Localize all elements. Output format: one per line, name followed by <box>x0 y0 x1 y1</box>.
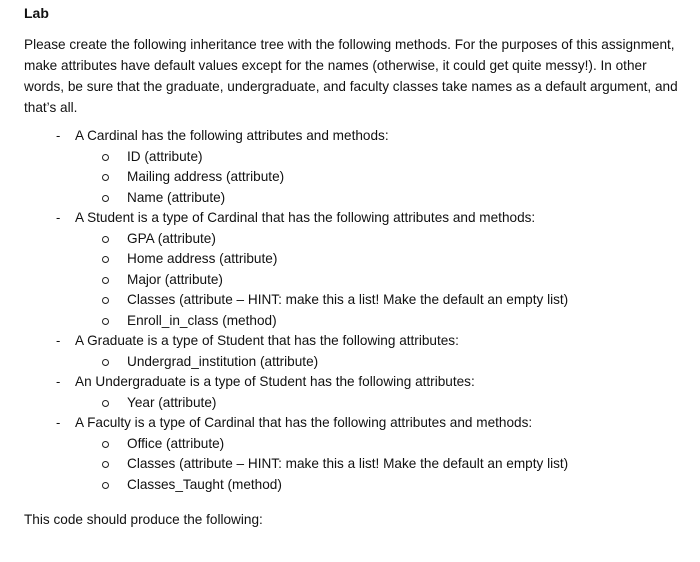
circle-bullet-icon <box>102 318 109 325</box>
sub-list-item <box>24 352 688 373</box>
sub-list-item-text: Classes (attribute – HINT: make this a list! Make the default an empty list) <box>127 292 569 307</box>
dash-bullet-icon: - <box>56 333 61 348</box>
list-item <box>24 126 688 208</box>
sub-list-item-text: ID (attribute) <box>127 148 203 164</box>
list-item-row <box>24 208 688 229</box>
dash-bullet-icon: - <box>56 415 61 430</box>
list-item-text: A Faculty is a type of Cardinal that has the following attributes and methods: <box>75 415 533 430</box>
circle-bullet-icon <box>102 359 109 366</box>
sub-list-item-text: Undergrad_institution (attribute) <box>127 353 319 369</box>
sub-list <box>24 393 688 414</box>
closing-paragraph: This code should produce the following: <box>24 512 263 527</box>
circle-bullet-icon <box>102 256 109 263</box>
circle-bullet-icon <box>102 482 109 489</box>
sub-list <box>24 147 688 209</box>
sub-list-item-text: Enroll_in_class (method) <box>127 312 277 328</box>
list-item-row <box>24 331 688 352</box>
sub-list-item <box>24 393 688 414</box>
sub-list-item-text: Classes_Taught (method) <box>127 476 282 492</box>
sub-list-item-text: Mailing address (attribute) <box>127 169 285 184</box>
list-item <box>24 331 688 372</box>
circle-bullet-icon <box>102 400 109 407</box>
sub-list-item <box>24 290 688 311</box>
list-item-text: A Student is a type of Cardinal that has the following attributes and methods: <box>75 210 536 225</box>
sub-list-item-text: GPA (attribute) <box>127 230 216 246</box>
sub-list-item <box>24 434 688 455</box>
circle-bullet-icon <box>102 277 109 284</box>
dash-bullet-icon: - <box>56 210 61 225</box>
sub-list <box>24 434 688 496</box>
sub-list <box>24 352 688 373</box>
list-item-text: A Graduate is a type of Student that has the following attributes: <box>75 333 459 348</box>
sub-list-item-text: Classes (attribute – HINT: make this a list! Make the default an empty list) <box>127 456 569 471</box>
list-item-text: A Cardinal has the following attributes and methods: <box>75 128 389 143</box>
list-item-row <box>24 413 688 434</box>
dash-bullet-icon: - <box>56 128 61 143</box>
circle-bullet-icon <box>102 236 109 243</box>
circle-bullet-icon <box>102 195 109 202</box>
circle-bullet-icon <box>102 297 109 304</box>
list-item-text: An Undergraduate is a type of Student has the following attributes: <box>75 374 475 389</box>
sub-list-item <box>24 270 688 291</box>
sub-list-item <box>24 249 688 270</box>
sub-list <box>24 229 688 332</box>
sub-list-item <box>24 311 688 332</box>
dash-bullet-icon: - <box>56 374 61 389</box>
list-item-row <box>24 126 688 147</box>
sub-list-item-text: Major (attribute) <box>127 271 223 287</box>
class-requirements-list <box>24 126 688 495</box>
sub-list-item <box>24 147 688 168</box>
sub-list-item-text: Name (attribute) <box>127 189 226 205</box>
document-title: Lab <box>24 5 49 21</box>
list-item <box>24 372 688 413</box>
sub-list-item-text: Home address (attribute) <box>127 251 278 266</box>
sub-list-item <box>24 475 688 496</box>
sub-list-item <box>24 229 688 250</box>
sub-list-item-text: Year (attribute) <box>127 394 217 410</box>
list-item <box>24 413 688 495</box>
sub-list-item <box>24 188 688 209</box>
circle-bullet-icon <box>102 461 109 468</box>
sub-list-item <box>24 454 688 475</box>
list-item <box>24 208 688 331</box>
sub-list-item <box>24 167 688 188</box>
circle-bullet-icon <box>102 441 109 448</box>
circle-bullet-icon <box>102 174 109 181</box>
intro-paragraph: Please create the following inheritance tree with the following methods. For the purposes of this assignment, make attributes have default values except for the names (otherwise, it could get quite messy!). In other words, be sure that the graduate, undergraduate, and faculty classes take names as a default argument, and that’s all. <box>24 37 678 115</box>
sub-list-item-text: Office (attribute) <box>127 435 225 451</box>
circle-bullet-icon <box>102 154 109 161</box>
list-item-row <box>24 372 688 393</box>
